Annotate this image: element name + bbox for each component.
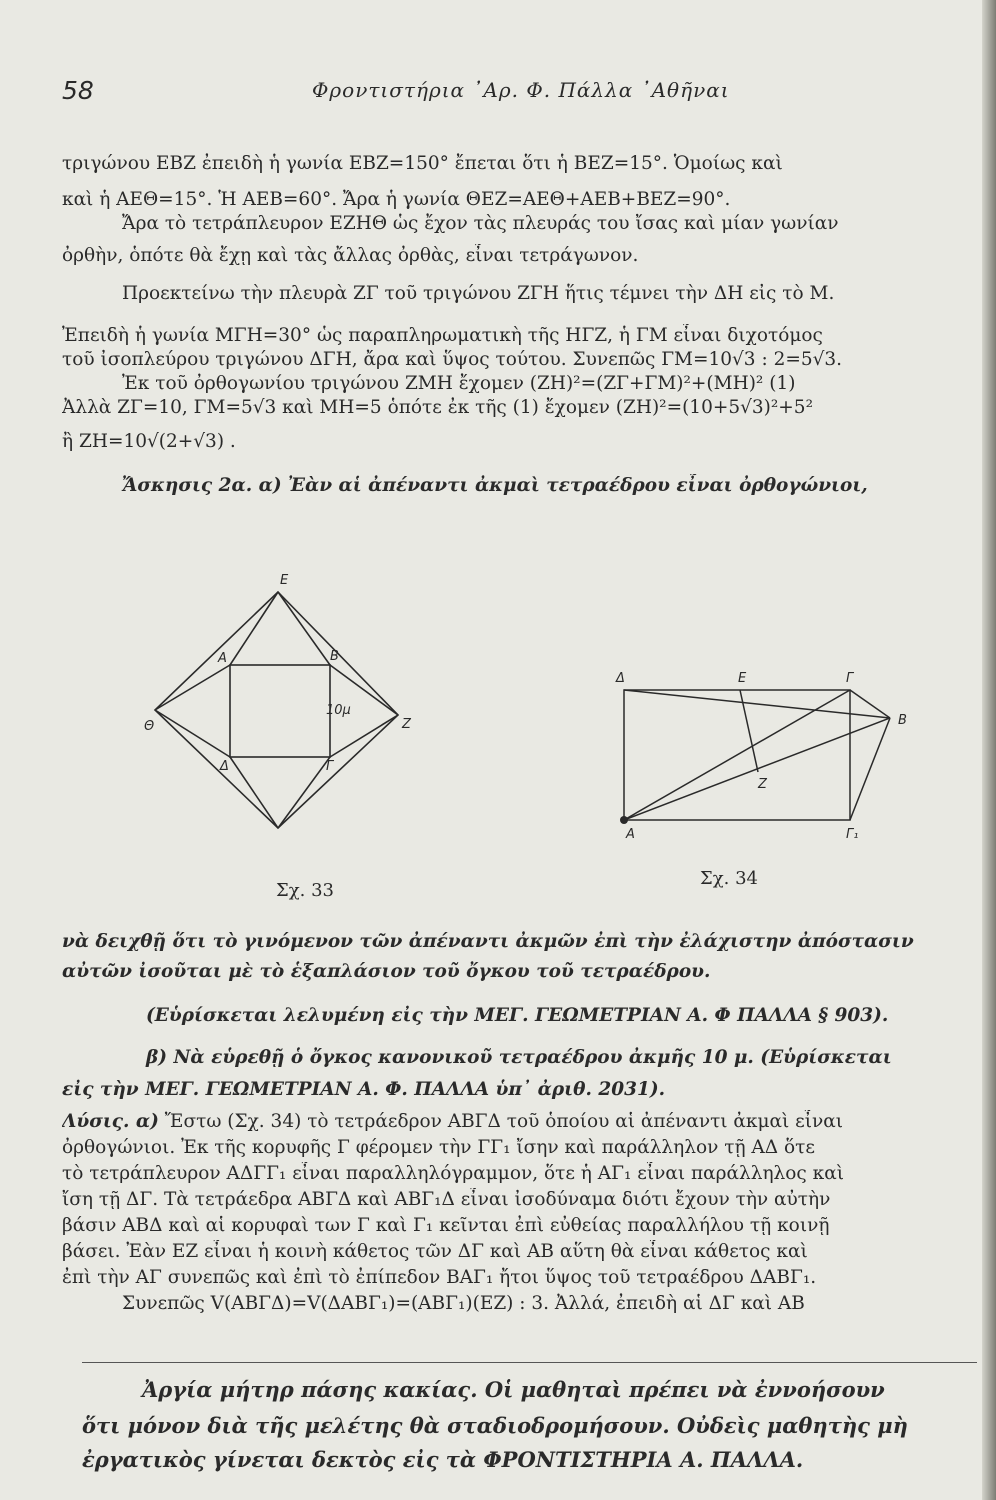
text-line: Ἄρα τὸ τετράπλευρον ΕΖΗΘ ὡς ἔχον τὰς πλευράς του ἴσας καὶ μίαν γωνίαν (122, 213, 839, 234)
text-line: αὐτῶν ἰσοῦται μὲ τὸ ἑξαπλάσιον τοῦ ὄγκου τοῦ τετραέδρου. (62, 961, 711, 982)
text-line: βάσιν ΑΒΔ καὶ αἱ κορυφαὶ των Γ καὶ Γ₁ κεῖνται ἐπὶ εὐθείας παραλλήλου τῇ κοινῇ (62, 1215, 830, 1236)
fig34-label-B: B (898, 713, 907, 728)
text-line: εἰς τὴν ΜΕΓ. ΓΕΩΜΕΤΡΙΑΝ Α. Φ. ΠΑΛΛΑ ὑπ᾿ ἀριθ. 2031). (62, 1079, 666, 1100)
fig33-label-side: 10μ (326, 703, 351, 718)
text-line: ὀρθὴν, ὁπότε θὰ ἔχῃ καὶ τὰς ἄλλας ὀρθὰς, εἶναι τετράγωνον. (62, 245, 639, 266)
text-line: τοῦ ἰσοπλεύρου τριγώνου ΔΓΗ, ἄρα καὶ ὕψος τούτου. Συνεπῶς ΓΜ=10√3 : 2=5√3. (62, 349, 843, 370)
paragraph-top (62, 152, 982, 498)
figure-33-diagram (130, 570, 430, 840)
text-line: Προεκτείνω τὴν πλευρὰ ΖΓ τοῦ τριγώνου ΖΓΗ ἥτις τέμνει τὴν ΔΗ εἰς τὸ Μ. (122, 283, 835, 304)
fig33-label-Z: Z (402, 717, 411, 732)
exercise-heading: Ἄσκησις 2α. α) Ἐὰν αἱ ἀπέναντι ἀκμαὶ τετραέδρου εἶναι ὀρθογώνιοι, (122, 475, 868, 496)
solution-first-text: Ἔστω (Σχ. 34) τὸ τετράεδρον ΑΒΓΔ τοῦ ὁποίου αἱ ἀπέναντι ἀκμαὶ εἶναι (158, 1111, 843, 1132)
fig33-outer-square (155, 592, 398, 828)
fig34-label-Gamma: Γ (846, 671, 854, 686)
solution-first-line (62, 1110, 982, 1134)
page-edge-shadow (982, 0, 996, 1500)
figure-34-diagram (600, 660, 930, 840)
fig33-label-A: A (218, 651, 227, 666)
figure-33-caption: Σχ. 33 (276, 880, 334, 901)
fig34-label-Z: Z (758, 777, 767, 792)
text-line: τὸ τετράπλευρον ΑΔΓΓ₁ εἶναι παραλληλόγραμμον, ὅτε ἡ ΑΓ₁ εἶναι παράλληλος καὶ (62, 1163, 844, 1184)
figure-33 (130, 570, 430, 840)
footer-divider (82, 1362, 977, 1363)
text-line: ἴση τῇ ΔΓ. Τὰ τετράεδρα ΑΒΓΔ καὶ ΑΒΓ₁Δ εἶναι ἰσοδύναμα διότι ἔχουν τὴν αὐτὴν (62, 1189, 831, 1210)
figure-34-caption: Σχ. 34 (700, 868, 758, 889)
motto-line: Ἀργία μήτηρ πάσης κακίας. Οἱ μαθηταὶ πρέπει νὰ ἐννοήσουν (142, 1377, 885, 1402)
motto-line: ὅτι μόνον διὰ τῆς μελέτης θὰ σταδιοδρομήσουν. Οὐδεὶς μαθητὴς μὴ (82, 1413, 908, 1438)
text-line: βάσει. Ἐὰν ΕΖ εἶναι ἡ κοινὴ κάθετος τῶν ΔΓ καὶ ΑΒ αὕτη θὰ εἶναι κάθετος καὶ (62, 1241, 808, 1262)
text-line: ἐπὶ τὴν ΑΓ συνεπῶς καὶ ἐπὶ τὸ ἐπίπεδον ΒΑΓ₁ ἤτοι ὕψος τοῦ τετραέδρου ΔΑΒΓ₁. (62, 1267, 817, 1288)
fig34-label-Delta: Δ (616, 671, 625, 686)
text-line: τριγώνου ΕΒΖ ἐπειδὴ ἡ γωνία ΕΒΖ=150° ἔπεται ὅτι ἡ ΒΕΖ=15°. Ὁμοίως καὶ (62, 153, 783, 174)
motto-line: ἐργατικὸς γίνεται δεκτὸς εἰς τὰ ΦΡΟΝΤΙΣΤΗΡΙΑ Α. ΠΑΛΛΑ. (82, 1447, 804, 1472)
text-line: Ἐκ τοῦ ὀρθογωνίου τριγώνου ΖΜΗ ἔχομεν (ΖΗ)²=(ΖΓ+ΓΜ)²+(ΜΗ)² (1) (122, 373, 796, 394)
fig34-label-Gamma1: Γ₁ (846, 827, 859, 840)
exercise-block (62, 930, 982, 1102)
fig34-label-E: E (738, 671, 747, 686)
page-number: 58 (62, 76, 94, 105)
reference-line: (Εὑρίσκεται λελυμένη εἰς τὴν ΜΕΓ. ΓΕΩΜΕΤΡΙΑΝ Α. Φ ΠΑΛΛΑ § 903). (146, 1005, 889, 1026)
fig33-label-Gamma: Γ (326, 759, 334, 774)
solution-block (62, 1110, 982, 1316)
fig33-label-Delta: Δ (220, 759, 229, 774)
text-line: ὀρθογώνιοι. Ἐκ τῆς κορυφῆς Γ φέρομεν τὴν ΓΓ₁ ἴσην καὶ παράλληλον τῇ ΑΔ ὅτε (62, 1137, 815, 1158)
footer-motto (62, 1375, 982, 1475)
page-header (62, 76, 942, 110)
fig33-label-Theta: Θ (144, 719, 155, 734)
fig33-label-B: B (330, 649, 339, 664)
fig33-label-E: E (280, 573, 289, 588)
text-line: Ἐπειδὴ ἡ γωνία ΜΓΗ=30° ὡς παραπληρωματικὴ τῆς ΗΓΖ, ἡ ΓΜ εἶναι διχοτόμος (62, 325, 823, 346)
text-line: ἢ ΖΗ=10√(2+√3) . (62, 431, 236, 452)
text-line: Ἀλλὰ ΖΓ=10, ΓΜ=5√3 καὶ ΜΗ=5 ὁπότε ἐκ τῆς (1) ἔχομεν (ΖΗ)²=(10+5√3)²+5² (62, 397, 813, 418)
text-line: νὰ δειχθῇ ὅτι τὸ γινόμενον τῶν ἀπέναντι ἀκμῶν ἐπὶ τὴν ἐλάχιστην ἀπόστασιν (62, 931, 914, 952)
fig34-label-A: A (626, 827, 635, 840)
text-line: Συνεπῶς V(ΑΒΓΔ)=V(ΔΑΒΓ₁)=(ΑΒΓ₁)(ΕΖ) : 3. Ἀλλά, ἐπειδὴ αἱ ΔΓ καὶ ΑΒ (122, 1293, 805, 1314)
fig33-inner-square (230, 665, 330, 757)
running-head: Φροντιστήρια ᾿Αρ. Φ. Πάλλα ᾿Αθῆναι (312, 78, 730, 102)
text-line: β) Νὰ εὑρεθῇ ὁ ὄγκος κανονικοῦ τετραέδρου ἀκμῆς 10 μ. (Εὑρίσκεται (146, 1047, 892, 1068)
solution-label: Λύσις. α) (62, 1111, 159, 1132)
text-line: καὶ ἡ ΑΕΘ=15°. Ἡ ΑΕΒ=60°. Ἄρα ἡ γωνία ΘΕΖ=ΑΕΘ+ΑΕΒ+ΒΕΖ=90°. (62, 189, 731, 210)
figure-34 (600, 660, 930, 840)
